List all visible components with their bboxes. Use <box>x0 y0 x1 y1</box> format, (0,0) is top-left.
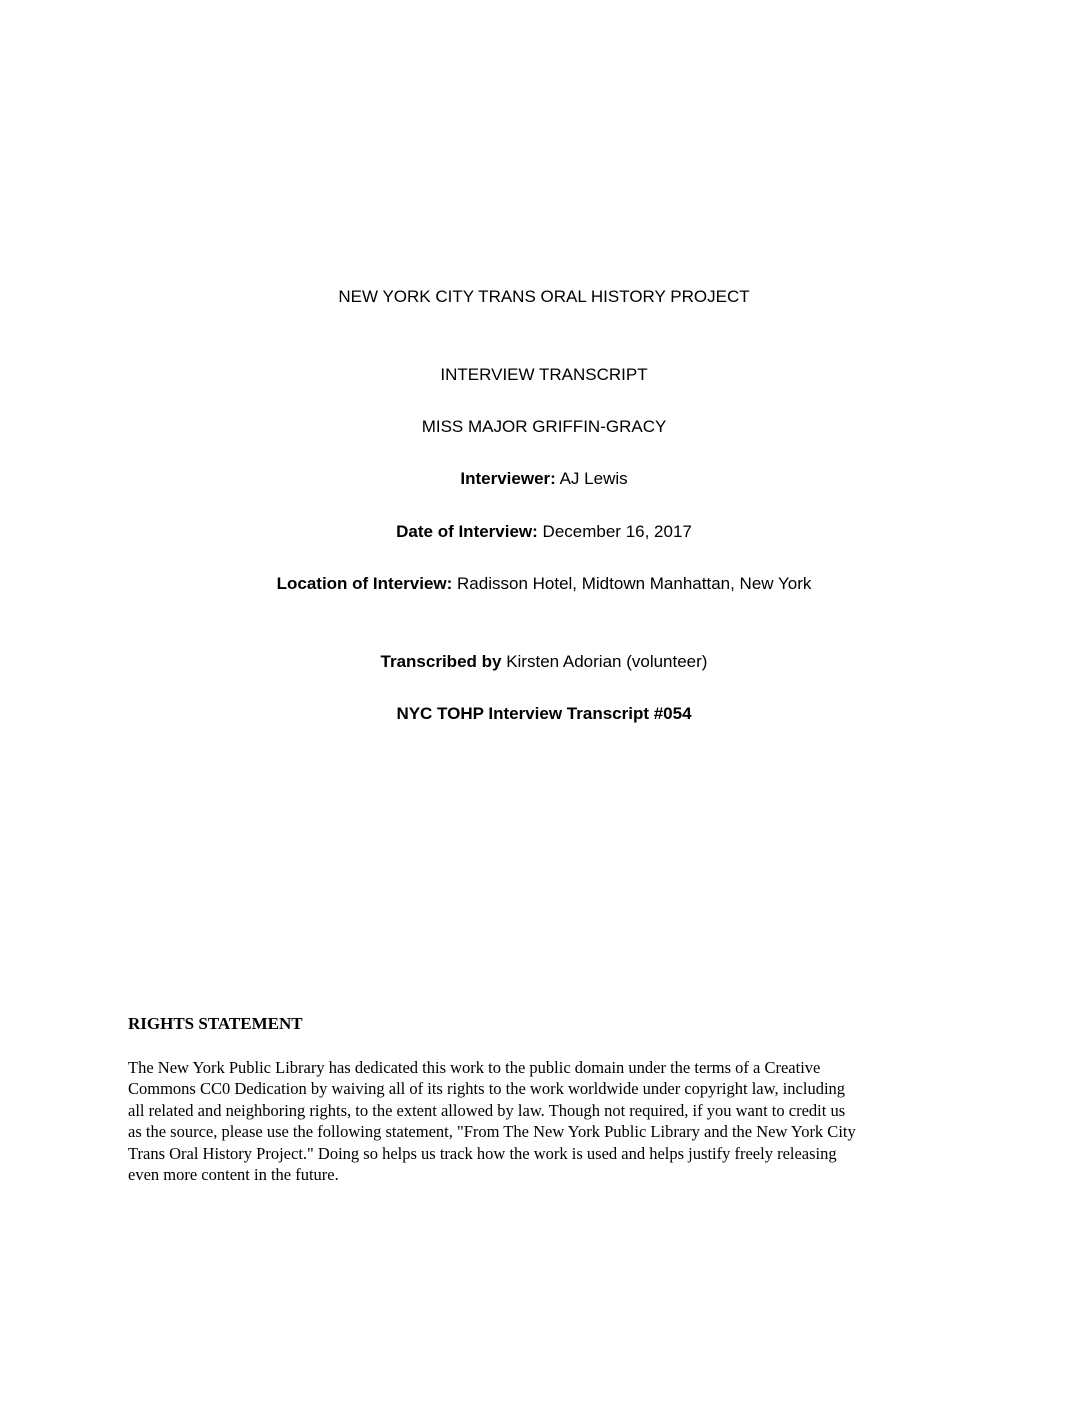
project-title: NEW YORK CITY TRANS ORAL HISTORY PROJECT <box>338 287 750 306</box>
rights-statement-line: even more content in the future. <box>128 1165 339 1185</box>
interview-date-line <box>0 521 1088 543</box>
interviewer-value: AJ Lewis <box>555 469 628 488</box>
rights-statement-line: Commons CC0 Dedication by waiving all of its rights to the work worldwide under copyright law, including <box>128 1079 846 1099</box>
rights-statement-title: RIGHTS STATEMENT <box>128 1014 303 1033</box>
interview-location-value: Radisson Hotel, Midtown Manhattan, New York <box>452 574 812 593</box>
document-type-heading: INTERVIEW TRANSCRIPT <box>440 365 648 384</box>
transcriber-label: Transcribed by <box>380 652 502 671</box>
interview-location-line <box>0 573 1088 595</box>
interviewer-line <box>0 468 1088 490</box>
transcriber-value: Kirsten Adorian (volunteer) <box>501 652 708 671</box>
rights-statement-line: Trans Oral History Project." Doing so helps us track how the work is used and helps justify freely releasing <box>128 1143 837 1163</box>
transcript-number: NYC TOHP Interview Transcript #054 <box>396 704 692 723</box>
interview-date-label: Date of Interview: <box>396 522 538 541</box>
interview-date-value: December 16, 2017 <box>537 522 692 541</box>
interviewer-label: Interviewer: <box>460 469 556 488</box>
transcriber-line <box>0 651 1088 673</box>
rights-statement-body <box>128 1057 968 1185</box>
interview-location-label: Location of Interview: <box>276 574 453 593</box>
narrator-name: MISS MAJOR GRIFFIN-GRACY <box>421 417 667 436</box>
rights-statement-line: The New York Public Library has dedicated this work to the public domain under the terms of a Creative <box>128 1058 821 1077</box>
rights-statement-line: all related and neighboring rights, to the extent allowed by law. Though not required, if you want to credit us <box>128 1100 846 1120</box>
rights-statement-line: as the source, please use the following statement, "From The New York Public Library and the New York City <box>128 1122 856 1142</box>
